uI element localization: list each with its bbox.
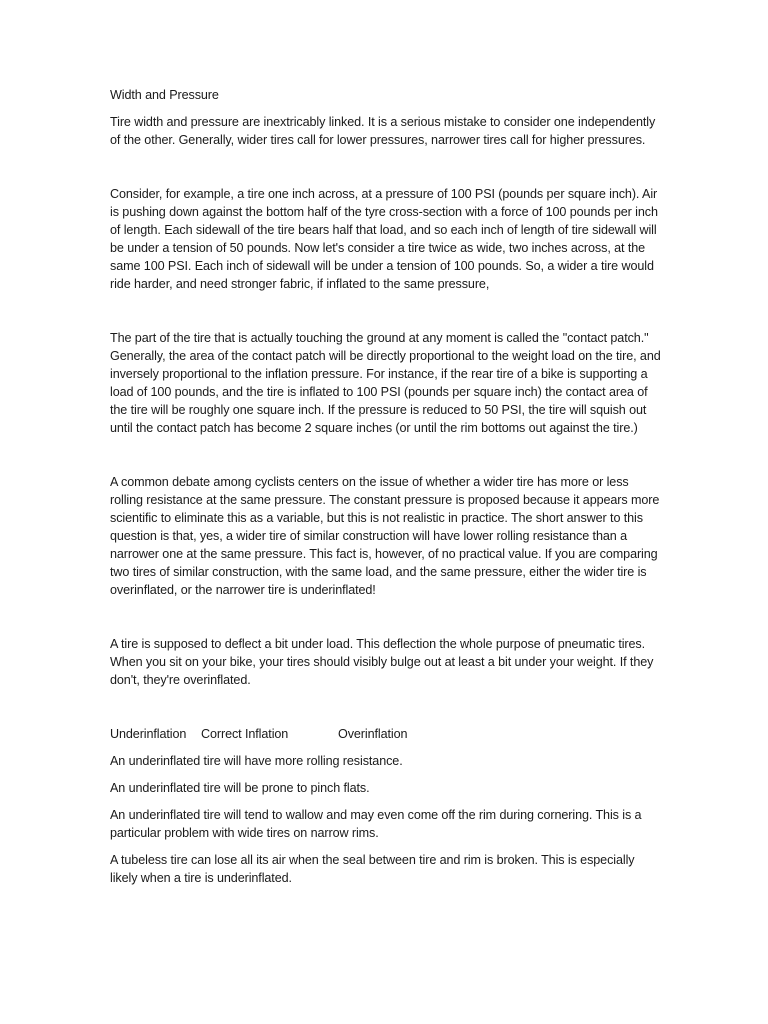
- correct-inflation-label: Correct Inflation: [201, 727, 289, 741]
- underinflation-point-rolling-resistance: An underinflated tire will have more rolling resistance.: [110, 754, 403, 768]
- paragraph-width-pressure-link: Tire width and pressure are inextricably linked. It is a serious mistake to consider one independently of the other. Generally, wider tires call for lower pressures, narrower tires call for higher pressures.: [110, 115, 656, 147]
- paragraph-sidewall-tension-example: Consider, for example, a tire one inch across, at a pressure of 100 PSI (pounds per square inch). Air is pushing down against the bottom half of the tyre cross-section with a force of 100 pounds per inch of length. Each sidewall of the tire bears half that load, and so each inch of length of tire sidewall will be under a tension of 50 pounds. Now let's consider a tire twice as wide, two inches across, at the same 100 PSI. Each inch of sidewall will be under a tension of 100 pounds. So, a wider a tire would ride harder, and need stronger fabric, if inflated to the same pressure,: [110, 187, 658, 291]
- paragraph-contact-patch: The part of the tire that is actually touching the ground at any moment is called the "contact patch." Generally, the area of the contact patch will be directly proportional to the weight load on the tire, and inversely proportional to the inflation pressure. For instance, if the rear tire of a bike is supporting a load of 100 pounds, and the tire is inflated to 100 PSI (pounds per square inch) the contact area of the tire will be roughly one square inch. If the pressure is reduced to 50 PSI, the tire will squish out until the contact patch has become 2 square inches (or until the rim bottoms out against the tire.): [110, 331, 661, 435]
- paragraph-rolling-resistance-debate: A common debate among cyclists centers on the issue of whether a wider tire has more or less rolling resistance at the same pressure. The constant pressure is proposed because it appears more scientific to eliminate this as a variable, but this is not realistic in practice. The short answer to this question is that, yes, a wider tire of similar construction will have lower rolling resistance than a narrower one at the same pressure. This fact is, however, of no practical value. If you are comparing two tires of similar construction, with the same load, and the same pressure, either the wider tire is overinflated, or the narrower tire is underinflated!: [110, 475, 660, 597]
- document-page: [110, 86, 662, 896]
- section-heading: Width and Pressure: [110, 88, 219, 102]
- paragraph-tire-deflection: A tire is supposed to deflect a bit under load. This deflection the whole purpose of pneumatic tires. When you sit on your bike, your tires should visibly bulge out at least a bit under your weight. If they don't, they're overinflated.: [110, 637, 654, 687]
- underinflation-point-cornering: An underinflated tire will tend to wallow and may even come off the rim during cornering. This is a particular problem with wide tires on narrow rims.: [110, 808, 642, 840]
- inflation-labels-row: [110, 725, 662, 743]
- underinflation-label: Underinflation: [110, 727, 187, 741]
- underinflation-point-pinch-flats: An underinflated tire will be prone to pinch flats.: [110, 781, 370, 795]
- underinflation-point-tubeless: A tubeless tire can lose all its air when the seal between tire and rim is broken. This is especially likely when a tire is underinflated.: [110, 853, 635, 885]
- overinflation-label: Overinflation: [338, 727, 408, 741]
